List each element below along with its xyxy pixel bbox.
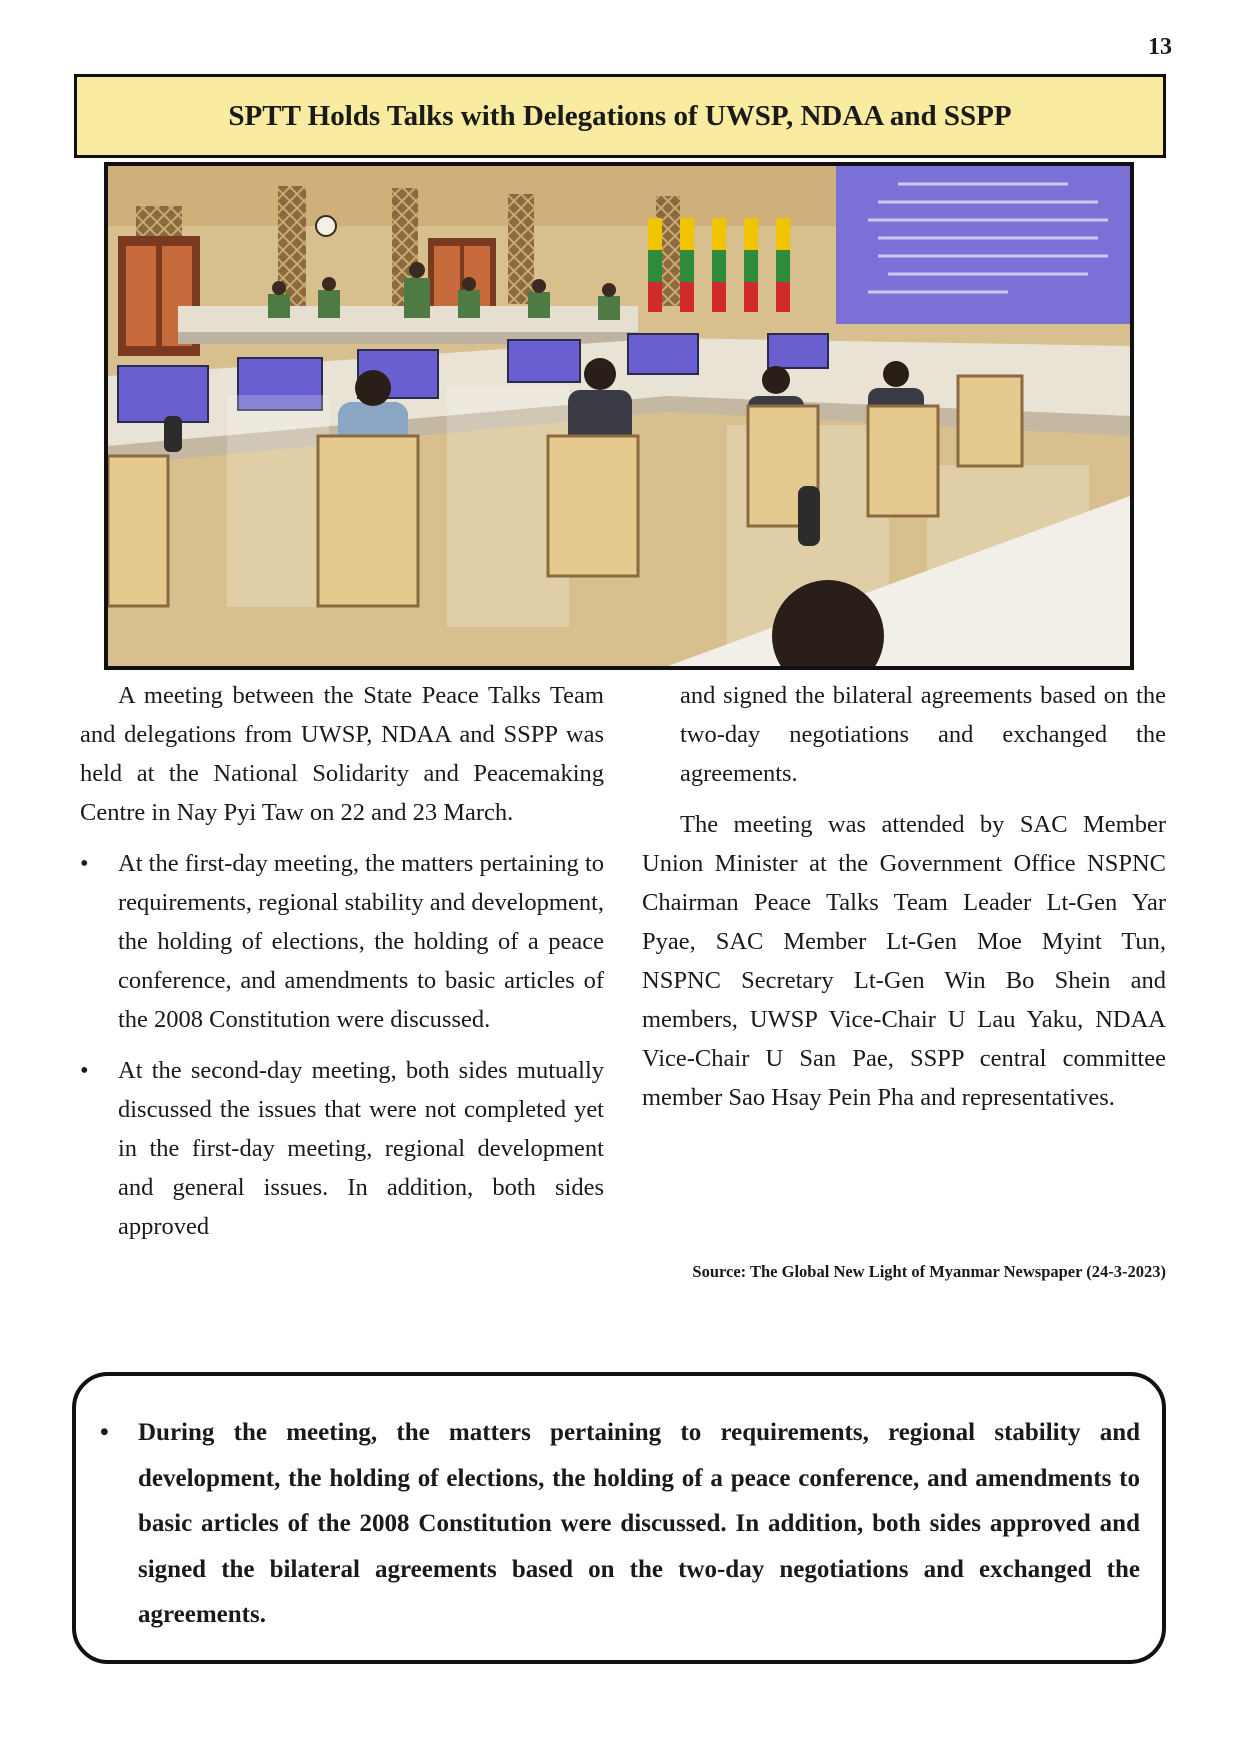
article-right-column	[642, 676, 1166, 1117]
meeting-photo	[104, 162, 1134, 670]
first-day-bullet: • At the first-day meeting, the matters pertaining to requirements, regional stability and development, the holding of elections, the holding of a peace conference, and amendments to basic articles of the 2008 Constitution were discussed.	[80, 844, 604, 1039]
summary-text: • During the meeting, the matters pertaining to requirements, regional stability and development, the holding of elections, the holding of a peace conference, and amendments to basic articles of the 2008 Constitution were discussed. In addition, both sides approved and signed the bilateral agreements based on the two-day negotiations and exchanged the agreements.	[98, 1410, 1140, 1638]
article-bullets	[80, 844, 604, 1246]
meeting-photo-illustration	[108, 166, 1130, 666]
page-number: 13	[1148, 34, 1172, 60]
second-day-bullet: • At the second-day meeting, both sides mutually discussed the issues that were not completed yet in the first-day meeting, regional development and general issues. In addition, both sides approved	[80, 1051, 604, 1246]
attendance-paragraph: The meeting was attended by SAC Member Union Minister at the Government Office NSPNC Chairman Peace Talks Team Leader Lt-Gen Yar Pyae, SAC Member Lt-Gen Moe Myint Tun, NSPNC Secretary Lt-Gen Win Bo Shein and members, UWSP Vice-Chair U Lau Yaku, NDAA Vice-Chair U San Pae, SSPP central committee member Sao Hsay Pein Pha and representatives.	[642, 811, 1166, 1111]
continuation-paragraph: and signed the bilateral agreements based on the two-day negotiations and exchanged the agreements.	[680, 682, 1166, 787]
summary-box	[72, 1372, 1166, 1664]
headline: SPTT Holds Talks with Delegations of UWSP, NDAA and SSPP	[228, 99, 1012, 132]
intro-paragraph: A meeting between the State Peace Talks Team and delegations from UWSP, NDAA and SSPP was held at the National Solidarity and Peacemaking Centre in Nay Pyi Taw on 22 and 23 March.	[80, 682, 604, 826]
article-left-column	[80, 676, 604, 1258]
headline-banner	[74, 74, 1166, 158]
source-citation: Source: The Global New Light of Myanmar Newspaper (24-3-2023)	[692, 1262, 1166, 1281]
